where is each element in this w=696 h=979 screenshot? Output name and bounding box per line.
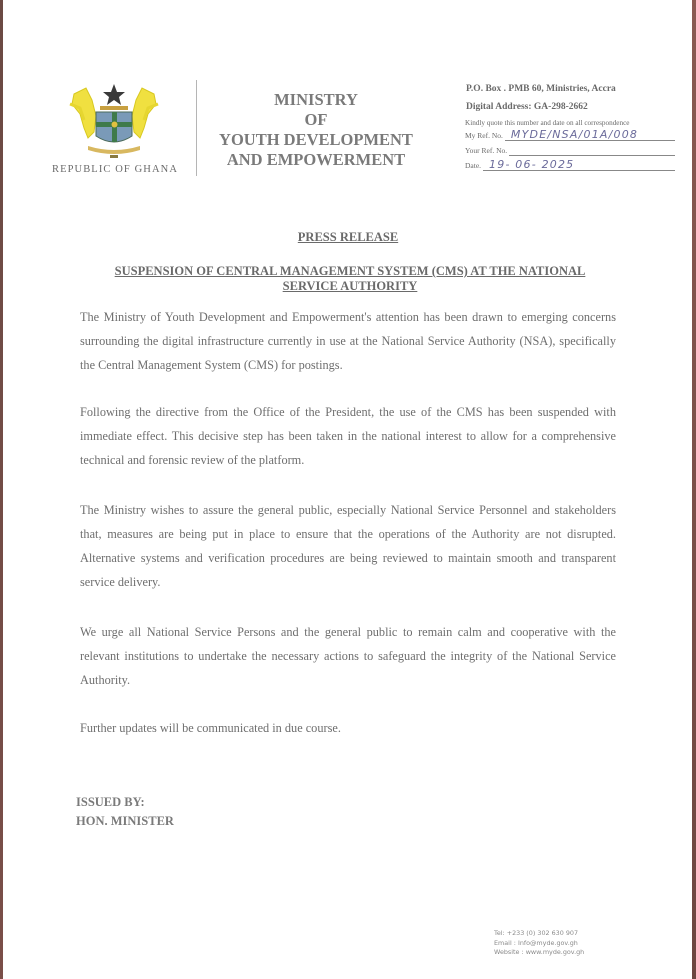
my-ref-label: My Ref. No. [465, 131, 503, 140]
letterhead-contact [465, 82, 675, 171]
press-release-title: PRESS RELEASE [297, 230, 399, 244]
body-paragraph: The Ministry wishes to assure the general public, especially National Service Personnel and stakeholders that, measures are being put in place to ensure that the operations of the Authority are not disrupted. Alternative systems and verification procedures are being reviewed to maintain smooth and transparent service delivery. [80, 503, 616, 589]
ghana-coat-of-arms-icon [66, 80, 162, 162]
date-line [483, 159, 675, 171]
your-ref-row [465, 143, 675, 156]
my-ref-line [505, 129, 675, 141]
issued-by-label: ISSUED BY: [76, 795, 145, 809]
digital-address: Digital Address: GA-298-2662 [466, 102, 588, 112]
scan-edge-right [692, 0, 696, 979]
ministry-name [200, 90, 432, 170]
ministry-line: OF [304, 110, 328, 129]
body-paragraph: Further updates will be communicated in due course. [80, 721, 341, 735]
ministry-line: YOUTH DEVELOPMENT [219, 130, 413, 149]
document-subject: SUSPENSION OF CENTRAL MANAGEMENT SYSTEM (CMS) AT THE NATIONAL SERVICE AUTHORITY [114, 264, 586, 293]
po-box: P.O. Box . PMB 60, Ministries, Accra [466, 84, 616, 94]
date-label: Date. [465, 161, 482, 170]
ministry-line: MINISTRY [274, 90, 358, 109]
ministry-line: AND EMPOWERMENT [226, 150, 406, 169]
footer-email: Email : Info@myde.gov.gh [494, 938, 578, 947]
footer-contact [494, 929, 584, 958]
body-paragraph: Following the directive from the Office of the President, the use of the CMS has been suspended with immediate effect. This decisive step has been taken in the national interest to allow for a comprehensive technical and forensic review of the platform. [80, 405, 616, 467]
date-row [465, 158, 675, 171]
issued-by-block [76, 793, 174, 831]
your-ref-label: Your Ref. No. [465, 146, 508, 155]
scan-edge-left [0, 0, 3, 979]
issued-by-name: HON. MINISTER [76, 814, 174, 828]
footer-website: Website : www.myde.gov.gh [494, 948, 585, 956]
header-divider [196, 80, 197, 176]
your-ref-line [509, 144, 675, 156]
date-value: 19- 06- 2025 [489, 158, 575, 171]
body-paragraph: The Ministry of Youth Development and Empowerment's attention has been drawn to emerging concerns surrounding the digital infrastructure currently in use at the National Service Authority (NSA), specifically the Central Management System (CMS) for postings. [80, 310, 616, 372]
footer-tel: Tel: +233 (0) 302 630 907 [494, 929, 579, 937]
my-ref-row [465, 128, 675, 141]
body-paragraph: We urge all National Service Persons and the general public to remain calm and cooperative with the relevant institutions to undertake the necessary actions to safeguard the integrity of the National Service Authority. [80, 625, 616, 687]
document-heading [0, 230, 696, 245]
emblem-caption: REPUBLIC OF GHANA [51, 164, 179, 175]
quote-note: Kindly quote this number and date on all correspondence [465, 119, 630, 127]
my-ref-value: MYDE/NSA/01A/008 [510, 128, 639, 141]
